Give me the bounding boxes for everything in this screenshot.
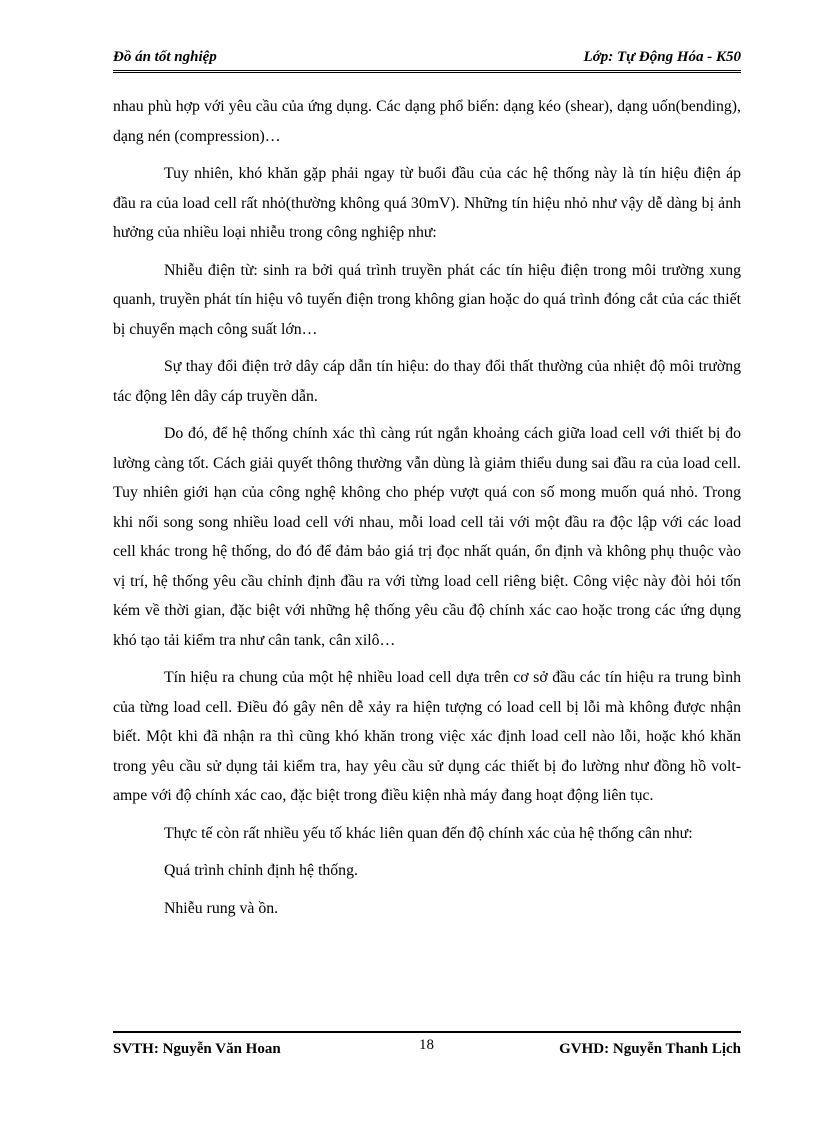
header-thesis-title: Đồ án tốt nghiệp [113,49,217,65]
paragraph: Nhiễu điện từ: sinh ra bởi quá trình truyền phát các tín hiệu điện trong môi trường xung quanh, truyền phát tín hiệu vô tuyến điện trong không gian hoặc do quá trình đóng cắt của các thiết bị chuyển mạch công suất lớn… [113,261,741,338]
page-body [113,92,741,923]
header-divider [113,70,741,73]
paragraph: Thực tế còn rất nhiều yếu tố khác liên quan đến độ chính xác của hệ thống cân như: [164,824,693,842]
footer-student-name: SVTH: Nguyễn Văn Hoan [113,1041,281,1057]
list-line: Nhiễu rung và ồn. [164,899,279,917]
footer-supervisor-name: GVHD: Nguyễn Thanh Lịch [559,1041,741,1057]
page-footer [113,1039,741,1061]
paragraph: Tín hiệu ra chung của một hệ nhiều load cell dựa trên cơ sở đầu các tín hiệu ra trung bình của từng load cell. Điều đó gây nên dễ xảy ra hiện tượng có load cell bị lỗi mà không được nhận biết. Một khi đã nhận ra thì cũng khó khăn trong việc xác định load cell nào lỗi, hoặc khó khăn trong yêu cầu sử dụng tải kiểm tra, hay yêu cầu sử dụng các thiết bị đo lường như đồng hồ volt-ampe với độ chính xác cao, đặc biệt trong điều kiện nhà máy đang hoạt động liên tục. [113,669,741,804]
footer-divider [113,1031,741,1033]
header-class-name: Lớp: Tự Động Hóa - K50 [583,49,741,65]
paragraph: Do đó, để hệ thống chính xác thì càng rút ngắn khoảng cách giữa load cell với thiết bị đo lường càng tốt. Cách giải quyết thông thường vẫn dùng là giảm thiểu dung sai đầu ra của load cell. Tuy nhiên giới hạn của công nghệ không cho phép vượt quá con số mong muốn quá nhỏ. Trong khi nối song song nhiều load cell với nhau, mỗi load cell tải với một đầu ra độc lập với các load cell khác trong hệ thống, do đó để đảm bảo giá trị đọc nhất quán, ổn định và không phụ thuộc vào vị trí, hệ thống yêu cầu chỉnh định đầu ra với từng load cell riêng biệt. Công việc này đòi hỏi tốn kém về thời gian, đặc biệt với những hệ thống yêu cầu độ chính xác cao hoặc trong các ứng dụng khó tạo tải kiểm tra như cân tank, cân xilô… [113,425,741,649]
paragraph-continuation: nhau phù hợp với yêu cầu của ứng dụng. Các dạng phổ biến: dạng kéo (shear), dạng uốn(bending), dạng nén (compression)… [113,98,741,145]
page-number: 18 [419,1037,434,1053]
paragraph: Tuy nhiên, khó khăn gặp phải ngay từ buổi đầu của các hệ thống này là tín hiệu điện áp đầu ra của load cell rất nhỏ(thường không quá 30mV). Những tín hiệu nhỏ như vậy dễ dàng bị ảnh hưởng của nhiều loại nhiễu trong công nghiệp như: [113,165,741,241]
page-header [113,49,741,69]
list-line: Quá trình chỉnh định hệ thống. [164,862,358,879]
paragraph: Sự thay đổi điện trở dây cáp dẫn tín hiệu: do thay đổi thất thường của nhiệt độ môi trường tác động lên dây cáp truyền dẫn. [113,358,741,405]
